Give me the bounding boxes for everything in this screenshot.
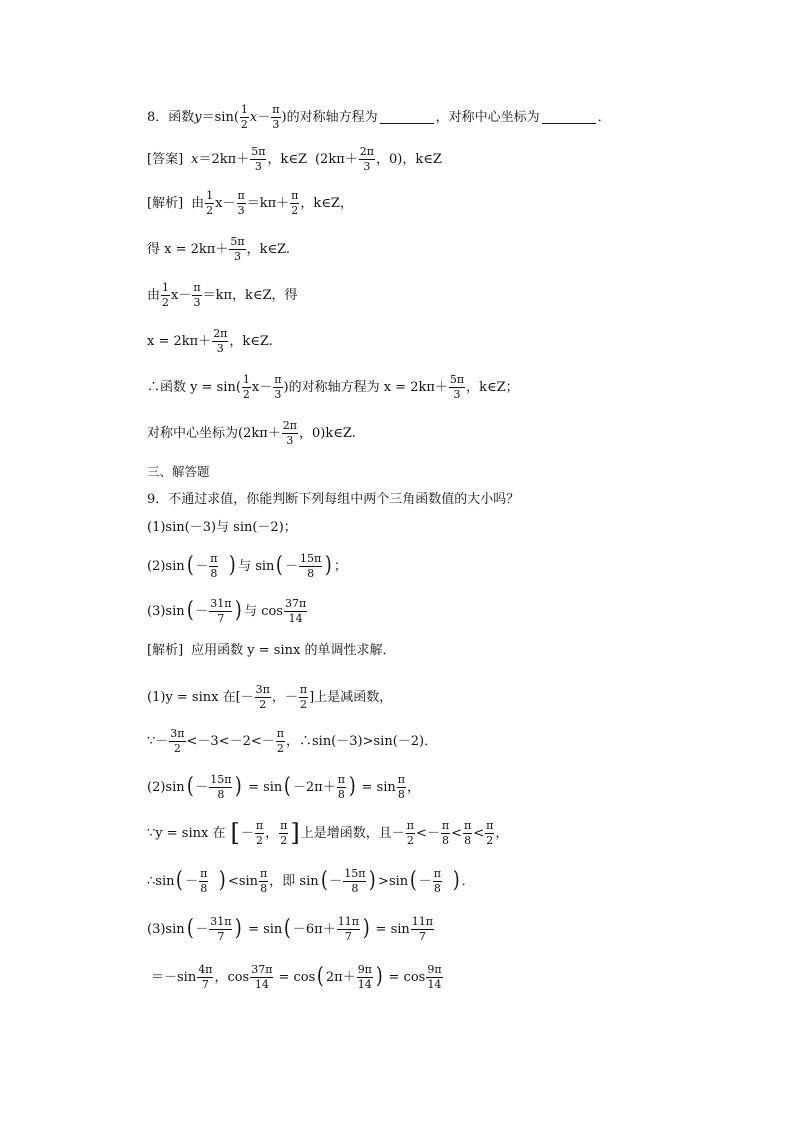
answer-line: [答案] x ＝2kπ＋ $\frac{5\pi}{3}$ ，k∈Z (2kπ＋ $\frac{2\pi}{3}$ ，0)，k∈Z — [147, 145, 442, 173]
analysis-8-line-1: [解析] 由 $\frac{1}{2}$ x－ $\frac{\pi}{3}$ ＝kπ＋ $\frac{\pi}{2}$ ，k∈Z， — [147, 189, 353, 217]
analysis-9-step-3: (3)sin ( － $\frac{31\pi}{7}$ ) = sin ( －6π＋ $\frac{11\pi}{7}$ ) = sin $\frac{11\pi}{7}$ — [147, 915, 434, 943]
section-heading: 三、解答题 — [147, 464, 210, 479]
answer-tag: [答案] — [147, 151, 184, 167]
q8-number: 8．函数 — [147, 109, 195, 125]
question-9-part-1: (1)sin(－3)与 sin(－2)； — [147, 520, 297, 535]
analysis-9-step-3b: ＝－sin $\frac{4\pi}{7}$ ，cos $\frac{37\pi}{14}$ = cos ( 2π＋ $\frac{9\pi}{14}$ ) = cos $\frac{9\pi}{14}$ — [151, 963, 442, 991]
analysis-tag: [解析] — [147, 195, 184, 211]
analysis-9-step-2: (2)sin ( － $\frac{15\pi}{8}$ ) = sin ( －2π＋ $\frac{\pi}{8}$ ) = sin $\frac{\pi}{8}$ ， — [147, 773, 421, 801]
analysis-9-step-2c: ∴sin ( － $\frac{\pi}{8}$ ) <sin $\frac{\pi}{8}$ ，即 sin ( － $\frac{15\pi}{8}$ ) >sin ( － $\frac{\pi}{8}$ ) ． — [147, 867, 475, 895]
analysis-8-line-6: 对称中心坐标为(2kπ＋ $\frac{2\pi}{3}$ ，0)k∈Z. — [147, 419, 356, 447]
answer-blank — [380, 111, 434, 124]
fraction: $\frac{\pi}{3}$ — [272, 103, 280, 131]
analysis-8-line-5: ∴函数 y = sin( $\frac{1}{2}$ x－ $\frac{\pi}{3}$ )的对称轴方程为 x = 2kπ＋ $\frac{5\pi}{3}$ ，k∈Z； — [147, 373, 519, 401]
question-9-title: 9．不通过求值，你能判断下列每组中两个三角函数值的大小吗？ — [147, 492, 520, 507]
question-8: 8．函数 y ＝sin( $\frac{1}{2}$ x － $\frac{\pi}{3}$ )的对称轴方程为 ，对称中心坐标为 ． — [147, 103, 611, 131]
question-9-part-2: (2)sin ( － $\frac{\pi}{8}$ ) 与 sin ( － $\frac{15\pi}{8}$ ) ； — [147, 552, 347, 580]
analysis-9-intro: [解析] 应用函数 y = sinx 的单调性求解． — [147, 643, 396, 658]
analysis-9-step-1b: ∵－ $\frac{3\pi}{2}$ <－3<－2<－ $\frac{\pi}{2}$ ，∴sin(－3)>sin(－2)． — [147, 727, 438, 755]
analysis-8-line-4: x = 2kπ＋ $\frac{2\pi}{3}$ ，k∈Z. — [147, 327, 273, 355]
fraction: $\frac{1}{2}$ — [240, 103, 248, 131]
question-9-part-3: (3)sin ( － $\frac{31\pi}{7}$ ) 与 cos $\frac{37\pi}{14}$ — [147, 597, 307, 625]
analysis-9-step-1: (1)y = sinx 在[－ $\frac{3\pi}{2}$ ，－ $\frac{\pi}{2}$ ]上是减函数， — [147, 683, 393, 711]
answer-blank — [542, 111, 596, 124]
analysis-8-line-2: 得 x = 2kπ＋ $\frac{5\pi}{3}$ ，k∈Z. — [147, 235, 290, 263]
analysis-8-line-3: 由 $\frac{1}{2}$ x－ $\frac{\pi}{3}$ ＝kπ，k∈Z，得 — [147, 281, 298, 309]
analysis-9-step-2b: ∵y = sinx 在 [ － $\frac{\pi}{2}$ ， $\frac{\pi}{2}$ ] 上是增函数，且－ $\frac{\pi}{2}$ <－ $\frac{\pi}{8}$ < $\frac{\pi}{8}$ < $\frac{\pi}{2}$ ， — [147, 819, 509, 848]
analysis-tag: [解析] — [147, 643, 184, 658]
